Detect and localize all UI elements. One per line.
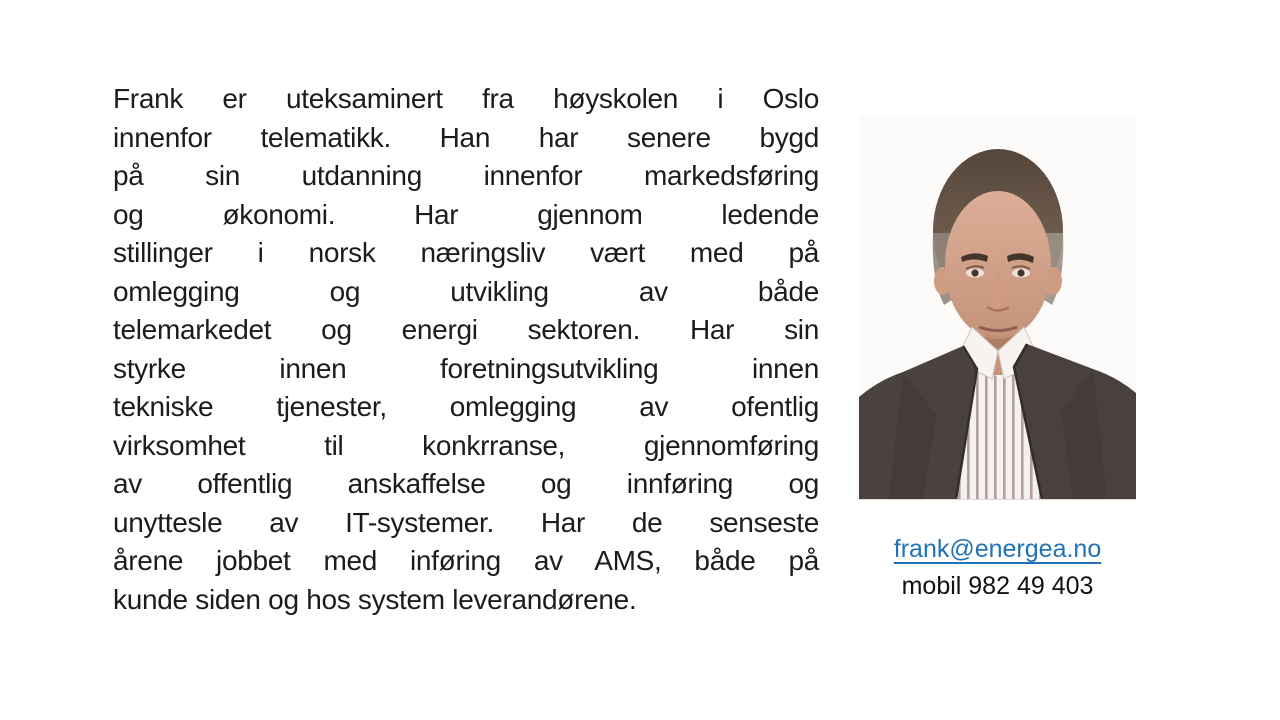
contact-block bbox=[859, 531, 1136, 605]
bio-line: innenfor telematikk. Han har senere bygd bbox=[113, 121, 819, 153]
bio-line: årene jobbet med inføring av AMS, både på bbox=[113, 545, 819, 576]
bio-line: virksomhet til konkrranse, gjennomføring bbox=[113, 429, 819, 461]
portrait-photo-image bbox=[859, 115, 1136, 499]
bio-line: telemarkedet og energi sektoren. Har sin bbox=[113, 314, 819, 345]
bio-line: unyttesle av IT-systemer. Har de senseste bbox=[113, 506, 819, 538]
bio-line: styrke innen foretningsutvikling innen bbox=[113, 352, 819, 384]
mobile-number: mobil 982 49 403 bbox=[901, 572, 1094, 600]
bio-line: tekniske tjenester, omlegging av ofentlig bbox=[113, 391, 819, 422]
bio-line: stillinger i norsk næringsliv vært med på bbox=[113, 237, 819, 268]
bio-line: omlegging og utvikling av både bbox=[113, 275, 819, 307]
bio-line: Frank er uteksaminert fra høyskolen i Oslo bbox=[113, 83, 819, 114]
contact-email-row bbox=[859, 531, 1136, 568]
email-link[interactable]: frank@energea.no bbox=[893, 535, 1102, 563]
bio-paragraph bbox=[113, 80, 819, 619]
bio-line: kunde siden og hos system leverandørene. bbox=[113, 583, 637, 615]
portrait-photo bbox=[859, 115, 1136, 500]
bio-line: av offentlig anskaffelse og innføring og bbox=[113, 468, 819, 499]
bio-line: og økonomi. Har gjennom ledende bbox=[113, 198, 819, 230]
bio-line: på sin utdanning innenfor markedsføring bbox=[113, 160, 819, 191]
